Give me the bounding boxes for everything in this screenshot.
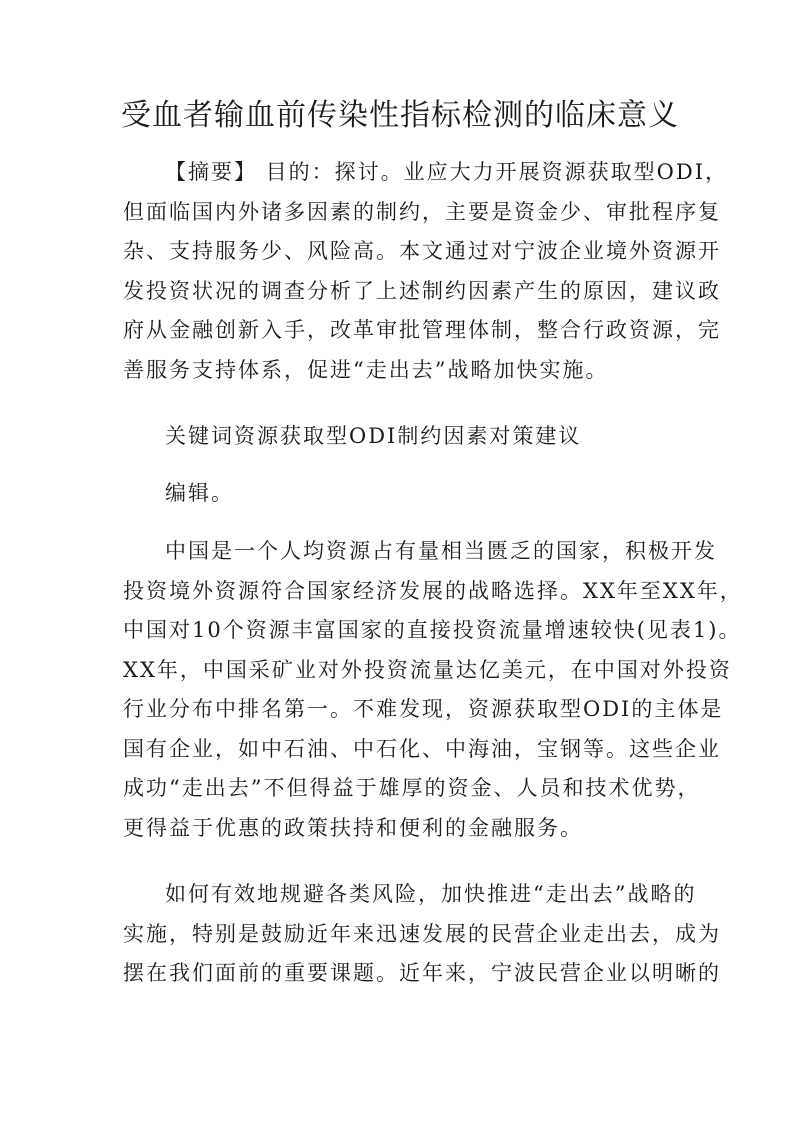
- document-title: 受血者输血前传染性指标检测的临床意义: [121, 98, 679, 133]
- body-line: 更得益于优惠的政策扶持和便利的金融服务。: [123, 815, 583, 840]
- abstract-line: 但面临国内外诸多因素的制约，主要是资金少、审批程序复: [123, 199, 721, 224]
- body-paragraph-1: [123, 532, 743, 848]
- body-line: 实施，特别是鼓励近年来迅速发展的民营企业走出去，成为: [123, 921, 721, 946]
- keywords-line: [123, 417, 683, 457]
- body-line: XX年，中国采矿业对外投资流量达亿美元，在中国对外投资: [123, 657, 732, 682]
- edit-note: [123, 474, 683, 514]
- abstract-line: 【摘要】 目的：探讨。业应大力开展资源获取型ODI，: [165, 160, 729, 184]
- body-line: 摆在我们面前的重要课题。近年来，宁波民营企业以明晰的: [123, 961, 721, 985]
- body-line: 成功“走出去”不但得益于雄厚的资金、人员和技术优势，: [123, 776, 701, 800]
- abstract-line: 发投资状况的调查分析了上述制约因素产生的原因，建议政: [123, 278, 721, 303]
- body-line: 行业分布中排名第一。不难发现，资源获取型ODI的主体是: [123, 697, 724, 721]
- keywords-text: 关键词资源获取型ODI制约因素对策建议: [165, 424, 582, 448]
- body-line: 投资境外资源符合国家经济发展的战略选择。XX年至XX年，: [123, 578, 743, 603]
- abstract-paragraph: [123, 153, 729, 390]
- body-line: 国有企业，如中石油、中石化、中海油，宝钢等。这些企业: [123, 736, 721, 761]
- edit-note-text: 编辑。: [165, 481, 234, 505]
- abstract-line: 府从金融创新入手，改革审批管理体制，整合行政资源，完: [123, 318, 721, 342]
- abstract-line: 善服务支持体系，促进“走出去”战略加快实施。: [123, 357, 609, 382]
- body-line: 中国对10个资源丰富国家的直接投资流量增速较快(见表1)。: [123, 618, 742, 642]
- body-line: 中国是一个人均资源占有量相当匮乏的国家，积极开发: [165, 539, 717, 563]
- body-line: 如何有效地规避各类风险，加快推进“走出去”战略的: [165, 882, 697, 906]
- abstract-line: 杂、支持服务少、风险高。本文通过对宁波企业境外资源开: [123, 239, 721, 263]
- body-paragraph-2: [123, 875, 721, 994]
